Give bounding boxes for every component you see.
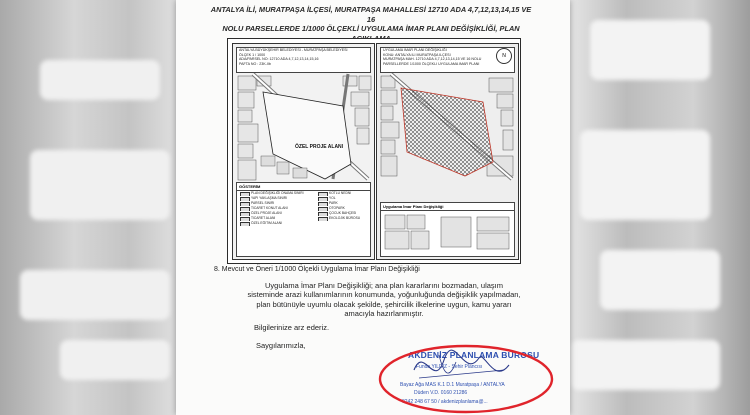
map-legend (380, 202, 515, 257)
body-paragraph (219, 281, 549, 319)
legend-item: PARK (315, 201, 369, 206)
map-sheet-number: PAFTA NO : 23K-IIb (239, 61, 271, 66)
body-line: amacıyla hazırlanmıştır. (344, 309, 424, 319)
legend-parcels-drawing (381, 211, 514, 255)
plan-maps-figure (227, 38, 521, 264)
map-header-line: ANTALYA BÜYÜKŞEHİR BELEDİYESİ - MURATPAŞA BELEDİYESİ (239, 48, 348, 52)
legend-title: Uygulama İmar Planı Değişikliği (381, 203, 514, 211)
map-legend (236, 182, 371, 257)
sign-off-text: Saygılarımızla, (256, 341, 306, 350)
body-line: plan bütünüyle uyumlu olacak şekilde, şehircilik ilkelerine uygun, kamu yararı (256, 299, 512, 309)
map-header-line: KONU: ANTALYA İLİ MURATPAŞA İLÇESİ (383, 52, 451, 57)
legend-item: YAPI YAKLAŞMA SINIRI (237, 196, 315, 201)
legend-item: YOL (315, 196, 369, 201)
stamp-person: Funda YILDIZ - Şehir Plancısı (416, 364, 483, 370)
legend-item: EKOLOJİK BÜROSU (315, 216, 369, 221)
legend-item: ÖZEL PROJE ALANI (237, 211, 315, 216)
body-line: Uygulama İmar Planı Değişikliği; ana plan kararlarını bozmadan, ulaşım (264, 281, 504, 290)
legend-item: PLAN DEĞİŞİKLİĞİ ONAMA SINIRI (237, 191, 315, 196)
legend-item: KOTLU NEDNİ (315, 191, 369, 196)
highlight-oval-annotation (377, 343, 555, 415)
map-title-block (236, 47, 371, 73)
stamp-contact: 0242 248 67 50 / akdenizplanlama@... (402, 399, 488, 405)
title-line: NOLU PARSELLERDE 1/1000 ÖLÇEKLİ UYGULAMA İMAR PLANI DEĞİŞİKLİĞİ, PLAN (222, 24, 520, 33)
map-header-line: UYGULAMA İMAR PLANI DEĞİŞİKLİĞİ (383, 48, 447, 52)
blurred-background-left (0, 0, 185, 415)
legend-item: PARSEL SINIRI (237, 201, 315, 206)
proposed-plan-map (376, 43, 519, 260)
map-header-line: PARSELLERDE 1/1000 ÖLÇEKLİ UYGULAMA İMAR PLANI (383, 61, 480, 66)
figure-caption: 8. Mevcut ve Öneri 1/1000 Ölçekli Uygulama İmar Planı Değişikliği (214, 266, 420, 273)
legend-title: GÖSTERİM (237, 183, 370, 191)
stamp-company: AKDENİZ PLANLAMA BÜROSU (408, 350, 540, 360)
map-header-line: ÖLÇEK 1 / 1000 (239, 52, 266, 57)
map-title-block (380, 47, 515, 73)
greeting-text: Bilgilerinize arz ederiz. (254, 323, 330, 332)
existing-plan-map (232, 43, 375, 260)
stamp-address: Bayaz Ağa MAS K.1 D.1 Muratpaşa / ANTALYA (400, 382, 505, 388)
legend-item: ÇOCUK BAHÇESİ (315, 211, 369, 216)
body-line: sisteminde arazi kullanımlarının konumunda, yoğunluğunda değişiklik yapılmadan, (247, 290, 521, 300)
document-page (176, 0, 570, 415)
project-area-label: ÖZEL PROJE ALANI (295, 144, 344, 150)
north-arrow-icon: N (496, 48, 512, 64)
map-header-line: ADA/PARSEL NO: 12710 ADA 4,7,12,13,14,15,16 (239, 57, 319, 62)
legend-item: OTOPARK (315, 206, 369, 211)
blurred-background-right (560, 0, 750, 415)
legend-item: ÖZEL EĞİTİM ALANI (237, 221, 315, 226)
legend-item: TİCARET KONUT ALANI (237, 206, 315, 211)
stamp-tax: Düden V.D. 0160 21286 (414, 390, 468, 396)
legend-item: TİCARET ALANI (237, 216, 315, 221)
title-line: ANTALYA İLİ, MURATPAŞA İLÇESİ, MURATPAŞA MAHALLESİ 12710 ADA 4,7,12,13,14,15 VE 16 (210, 5, 532, 24)
map-header-line: MURATPAŞA MAH. 12710 ADA 4,7,12,13,14,15 VE 16 NOLU (383, 57, 482, 62)
